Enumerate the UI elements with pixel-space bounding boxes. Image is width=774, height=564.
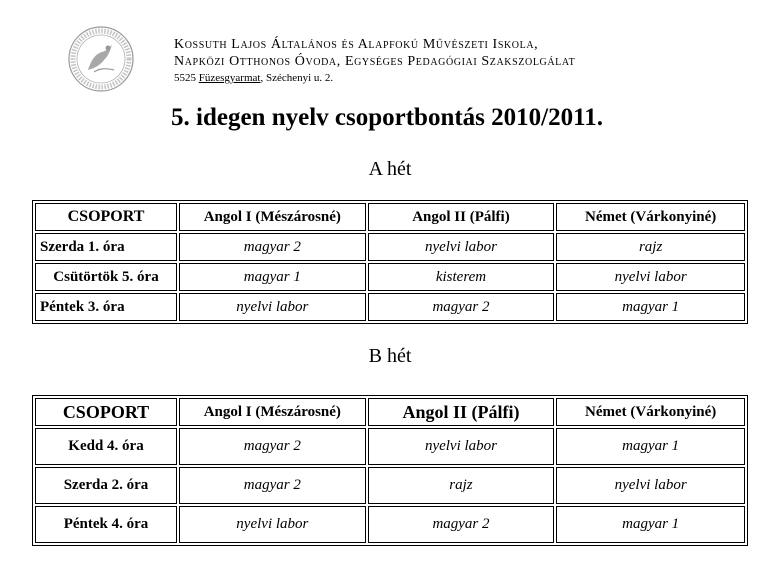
- table-cell: magyar 2: [179, 233, 366, 261]
- table-row: [35, 233, 745, 261]
- week-b-header-english-2: Angol II (Pálfi): [368, 398, 555, 426]
- school-name-line-2: Napközi Otthonos Óvoda, Egységes Pedagógiai Szakszolgálat: [174, 54, 576, 69]
- page-title: 5. idegen nyelv csoportbontás 2010/2011.: [171, 104, 603, 131]
- school-name-line-1: Kossuth Lajos Általános és Alapfokú Művészeti Iskola,: [174, 37, 539, 52]
- table-cell: rajz: [556, 233, 745, 261]
- week-b-header-group: CSOPORT: [35, 398, 177, 426]
- row-label: Kedd 4. óra: [35, 428, 177, 465]
- week-a-header-row: [35, 203, 745, 231]
- table-cell: nyelvi labor: [179, 293, 366, 321]
- row-label: Péntek 3. óra: [35, 293, 177, 321]
- week-b-header-row: [35, 398, 745, 426]
- table-cell: nyelvi labor: [556, 467, 745, 504]
- row-label: Szerda 2. óra: [35, 467, 177, 504]
- table-cell: kisterem: [368, 263, 555, 291]
- school-header: [174, 36, 575, 87]
- week-b-header-german: Német (Várkonyiné): [556, 398, 745, 426]
- table-cell: magyar 2: [179, 428, 366, 465]
- row-label: Csütörtök 5. óra: [35, 263, 177, 291]
- week-a-table: [32, 200, 748, 324]
- table-cell: magyar 2: [368, 506, 555, 543]
- table-row: [35, 428, 745, 465]
- table-row: [35, 293, 745, 321]
- week-a-heading: A hét: [368, 158, 412, 180]
- table-cell: nyelvi labor: [179, 506, 366, 543]
- school-address: [174, 70, 575, 87]
- table-row: [35, 467, 745, 504]
- week-a-header-english-2: Angol II (Pálfi): [368, 203, 555, 231]
- address-zip: 5525: [174, 72, 196, 84]
- table-cell: nyelvi labor: [556, 263, 745, 291]
- row-label: Szerda 1. óra: [35, 233, 177, 261]
- week-b-heading: B hét: [368, 345, 412, 367]
- week-a-header-english-1: Angol I (Mészárosné): [179, 203, 366, 231]
- week-b-header-english-1: Angol I (Mészárosné): [179, 398, 366, 426]
- table-row: [35, 506, 745, 543]
- table-cell: rajz: [368, 467, 555, 504]
- week-a-header-german: Német (Várkonyiné): [556, 203, 745, 231]
- school-seal-logo-icon: [66, 24, 136, 94]
- table-cell: magyar 1: [179, 263, 366, 291]
- week-b-table: [32, 395, 748, 546]
- table-cell: magyar 1: [556, 428, 745, 465]
- table-cell: magyar 2: [179, 467, 366, 504]
- table-cell: magyar 1: [556, 506, 745, 543]
- row-label: Péntek 4. óra: [35, 506, 177, 543]
- table-row: [35, 263, 745, 291]
- week-a-header-group: CSOPORT: [35, 203, 177, 231]
- table-cell: magyar 1: [556, 293, 745, 321]
- table-cell: magyar 2: [368, 293, 555, 321]
- address-street: , Széchenyi u. 2.: [260, 72, 334, 84]
- table-cell: nyelvi labor: [368, 233, 555, 261]
- address-city: Füzesgyarmat: [198, 72, 261, 84]
- table-cell: nyelvi labor: [368, 428, 555, 465]
